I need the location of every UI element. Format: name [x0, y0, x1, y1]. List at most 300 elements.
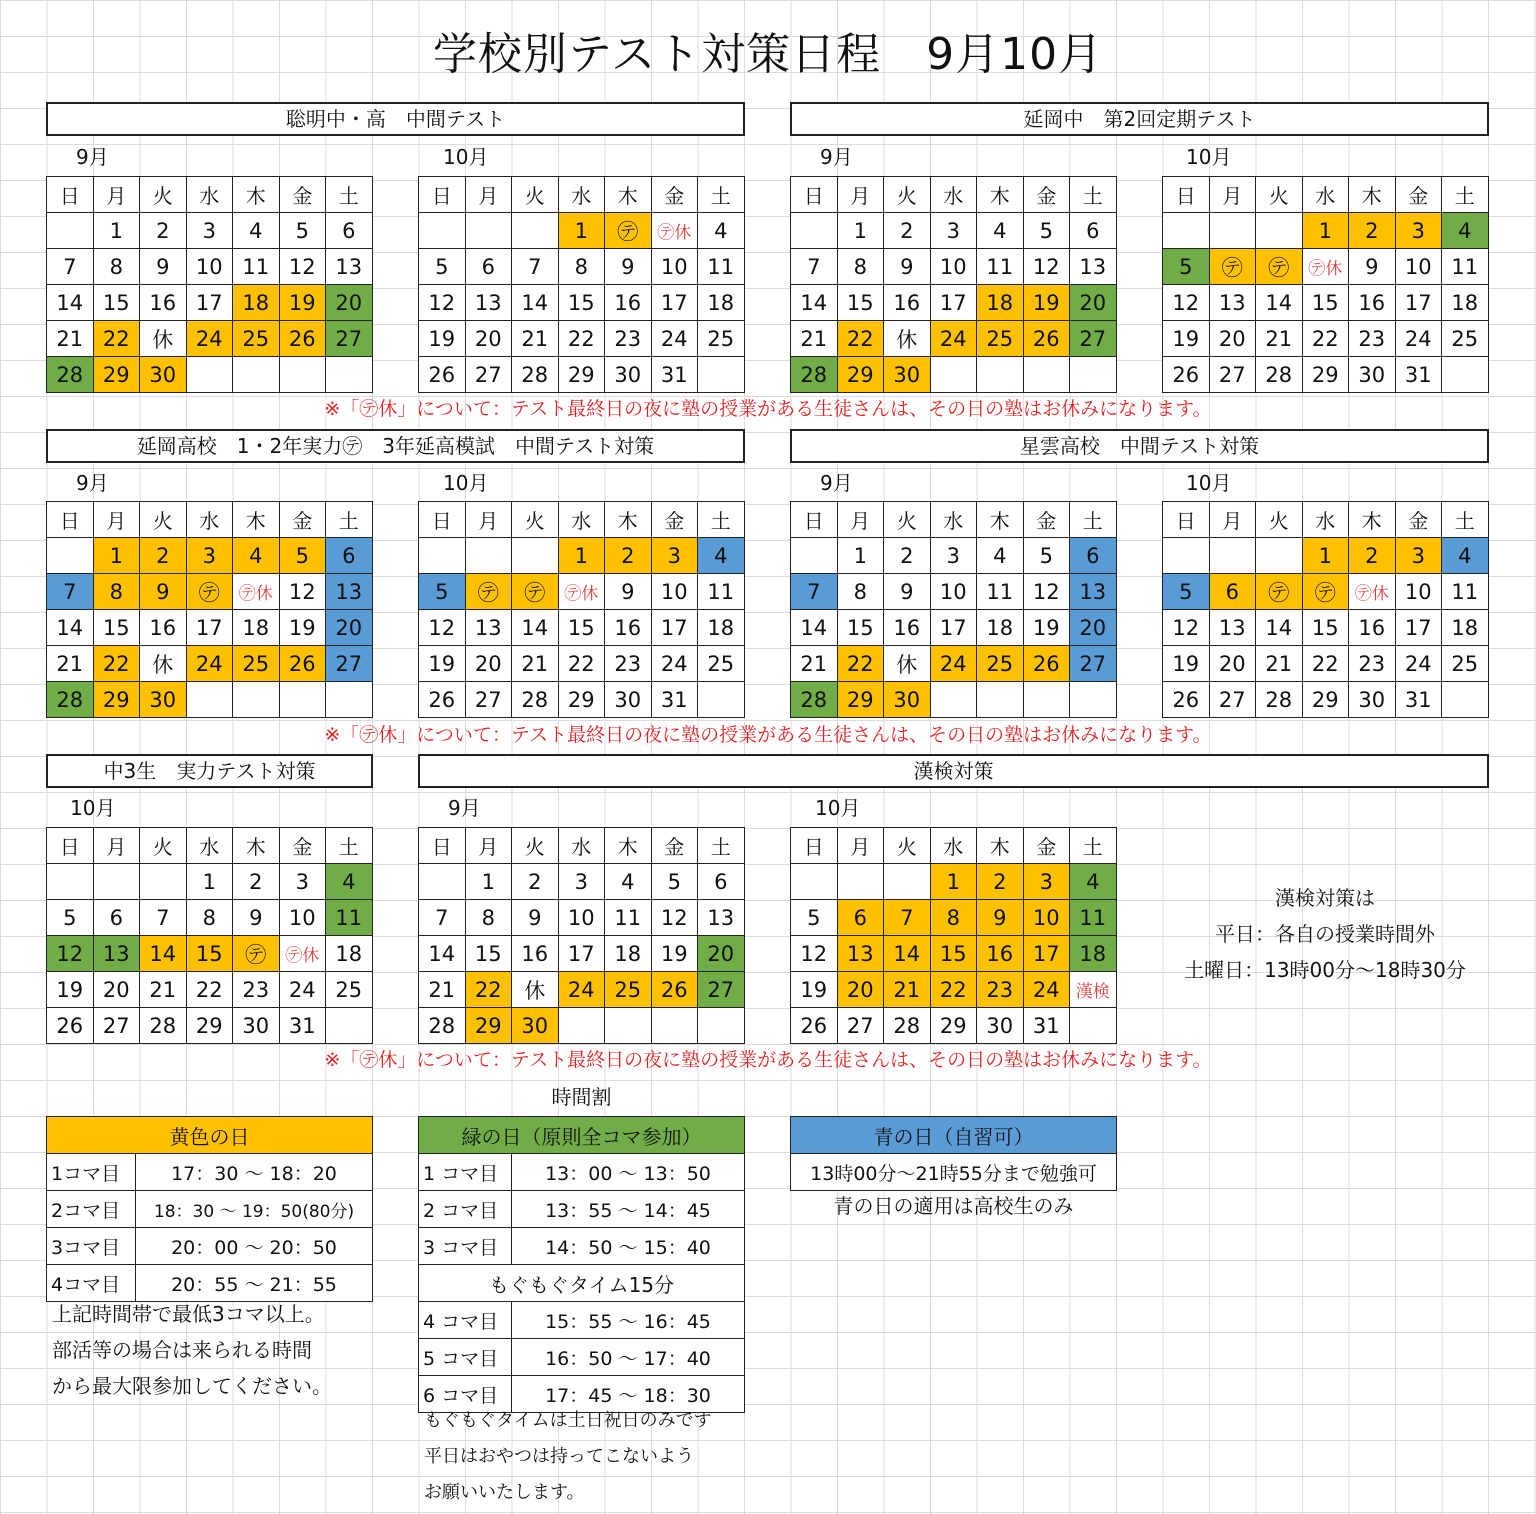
calendar-day-cell: 29 — [1302, 682, 1349, 718]
calendar-day-cell: 15 — [837, 285, 884, 321]
calendar-week-row — [47, 1008, 373, 1044]
calendar-week-row — [1163, 646, 1489, 682]
calendar-day-cell: 12 — [419, 610, 466, 646]
calendar-day-cell: 10 — [930, 574, 977, 610]
calendar-day-cell: 29 — [837, 682, 884, 718]
calendar-day-cell: 3 — [186, 213, 233, 249]
month-label-oct: 10月 — [1186, 145, 1232, 169]
calendar-day-cell — [558, 1008, 605, 1044]
calendar-day-cell: 5 — [791, 900, 838, 936]
calendar-day-cell: 26 — [47, 1008, 94, 1044]
calendar-nobeoka-hs-sep — [46, 501, 373, 718]
calendar-day-cell: 24 — [186, 321, 233, 357]
calendar-day-cell: 24 — [1395, 646, 1442, 682]
calendar-day-cell: 4 — [233, 538, 280, 574]
calendar-day-cell: 27 — [1209, 357, 1256, 393]
calendar-day-cell: 16 — [605, 285, 652, 321]
calendar-week-row — [47, 864, 373, 900]
period-label: 2コマ目 — [47, 1191, 136, 1228]
calendar-day-cell — [512, 538, 559, 574]
calendar-day-cell — [1256, 213, 1303, 249]
month-label-sep: 9月 — [76, 145, 109, 169]
calendar-day-cell — [791, 213, 838, 249]
weekday-label: 火 — [884, 502, 931, 538]
calendar-day-cell: 8 — [837, 574, 884, 610]
calendar-day-cell: 15 — [93, 285, 140, 321]
calendar-week-row — [419, 900, 745, 936]
calendar-week-row — [419, 1008, 745, 1044]
calendar-day-cell — [512, 213, 559, 249]
calendar-seiun-sep — [790, 501, 1117, 718]
period-time: 15：55 ～ 16：45 — [512, 1302, 745, 1339]
calendar-day-cell: ㋢ — [233, 936, 280, 972]
calendar-day-cell: 28 — [47, 357, 94, 393]
calendar-day-cell: 27 — [93, 1008, 140, 1044]
calendar-day-cell: 15 — [186, 936, 233, 972]
calendar-day-cell: 17 — [930, 285, 977, 321]
weekday-label: 水 — [1302, 502, 1349, 538]
calendar-day-cell: 28 — [47, 682, 94, 718]
calendar-week-row — [419, 321, 745, 357]
calendar-day-cell: 1 — [186, 864, 233, 900]
calendar-day-cell: 18 — [326, 936, 373, 972]
calendar-day-cell — [326, 682, 373, 718]
period-time: 20：00 ～ 20：50 — [136, 1228, 373, 1265]
calendar-day-cell: 26 — [279, 321, 326, 357]
calendar-week-row — [1163, 610, 1489, 646]
weekday-label: 日 — [419, 177, 466, 213]
calendar-day-cell: ㋢休 — [558, 574, 605, 610]
calendar-day-cell: 21 — [140, 972, 187, 1008]
calendar-day-cell: 4 — [605, 864, 652, 900]
weekday-label: 日 — [47, 177, 94, 213]
calendar-day-cell: 14 — [884, 936, 931, 972]
weekday-label: 火 — [512, 502, 559, 538]
calendar-day-cell: 26 — [1163, 357, 1210, 393]
calendar-day-cell: 3 — [1395, 213, 1442, 249]
calendar-day-cell: 2 — [512, 864, 559, 900]
weekday-header-row — [791, 828, 1117, 864]
calendar-day-cell: 28 — [791, 357, 838, 393]
calendar-day-cell — [698, 1008, 745, 1044]
calendar-day-cell: 24 — [1395, 321, 1442, 357]
calendar-day-cell — [791, 538, 838, 574]
calendar-day-cell: 16 — [977, 936, 1024, 972]
calendar-day-cell: 21 — [419, 972, 466, 1008]
calendar-day-cell: 10 — [651, 249, 698, 285]
weekday-label: 火 — [140, 502, 187, 538]
calendar-day-cell: 30 — [605, 682, 652, 718]
calendar-day-cell: 11 — [1442, 249, 1489, 285]
header-jh3: 中3生 実力テスト対策 — [46, 754, 373, 788]
weekday-label: 木 — [605, 828, 652, 864]
calendar-day-cell — [1070, 357, 1117, 393]
weekday-header-row — [419, 502, 745, 538]
calendar-day-cell: ㋢休 — [1302, 249, 1349, 285]
weekday-label: 土 — [326, 828, 373, 864]
calendar-day-cell: 15 — [837, 610, 884, 646]
calendar-day-cell: 9 — [140, 574, 187, 610]
calendar-day-cell: 20 — [326, 610, 373, 646]
weekday-label: 土 — [1070, 502, 1117, 538]
calendar-day-cell: 30 — [977, 1008, 1024, 1044]
calendar-day-cell: 25 — [326, 972, 373, 1008]
weekday-label: 木 — [977, 177, 1024, 213]
calendar-day-cell: ㋢休 — [233, 574, 280, 610]
calendar-day-cell — [977, 357, 1024, 393]
weekday-label: 月 — [837, 828, 884, 864]
weekday-label: 水 — [1302, 177, 1349, 213]
calendar-week-row — [1163, 357, 1489, 393]
calendar-day-cell: 23 — [233, 972, 280, 1008]
calendar-day-cell — [605, 1008, 652, 1044]
weekday-label: 日 — [47, 828, 94, 864]
calendar-day-cell: 1 — [93, 538, 140, 574]
weekday-header-row — [47, 502, 373, 538]
calendar-day-cell: 24 — [1023, 972, 1070, 1008]
calendar-day-cell: 29 — [930, 1008, 977, 1044]
calendar-day-cell: 9 — [140, 249, 187, 285]
calendar-week-row — [791, 1008, 1117, 1044]
calendar-day-cell: 14 — [791, 610, 838, 646]
calendar-day-cell: 13 — [1070, 574, 1117, 610]
calendar-day-cell: 30 — [140, 357, 187, 393]
calendar-day-cell — [1163, 538, 1210, 574]
yellow-note: から最大限参加してください。 — [52, 1374, 332, 1398]
month-label-oct: 10月 — [70, 796, 116, 820]
calendar-day-cell: 10 — [1023, 900, 1070, 936]
month-label-sep: 9月 — [448, 796, 481, 820]
calendar-day-cell: 13 — [837, 936, 884, 972]
calendar-day-cell: 9 — [512, 900, 559, 936]
calendar-week-row — [791, 321, 1117, 357]
period-label: 4コマ目 — [47, 1265, 136, 1302]
weekday-label: 金 — [651, 502, 698, 538]
weekday-label: 土 — [1070, 828, 1117, 864]
weekday-label: 水 — [558, 828, 605, 864]
weekday-label: 金 — [279, 502, 326, 538]
header-seiun: 星雲高校 中間テスト対策 — [790, 429, 1489, 463]
period-label: 1 コマ目 — [419, 1154, 512, 1191]
weekday-label: 土 — [698, 502, 745, 538]
calendar-day-cell: 21 — [791, 646, 838, 682]
calendar-day-cell: 11 — [605, 900, 652, 936]
calendar-day-cell: ㋢休 — [651, 213, 698, 249]
calendar-day-cell: 12 — [419, 285, 466, 321]
calendar-day-cell — [419, 864, 466, 900]
calendar-day-cell: 7 — [791, 249, 838, 285]
calendar-day-cell: 26 — [791, 1008, 838, 1044]
calendar-day-cell: 11 — [233, 249, 280, 285]
weekday-label: 日 — [419, 502, 466, 538]
calendar-day-cell: 5 — [1163, 249, 1210, 285]
calendar-day-cell: 14 — [791, 285, 838, 321]
calendar-day-cell: 30 — [233, 1008, 280, 1044]
calendar-day-cell: 22 — [186, 972, 233, 1008]
calendar-day-cell: 18 — [977, 285, 1024, 321]
calendar-day-cell: 31 — [1395, 357, 1442, 393]
weekday-header-row — [1163, 502, 1489, 538]
calendar-day-cell: 24 — [930, 646, 977, 682]
calendar-day-cell: 28 — [1256, 357, 1303, 393]
green-note: 平日はおやつは持ってこないよう — [424, 1446, 694, 1467]
calendar-day-cell: 16 — [884, 285, 931, 321]
calendar-week-row — [419, 249, 745, 285]
calendar-day-cell: 17 — [1395, 285, 1442, 321]
calendar-week-row — [791, 646, 1117, 682]
calendar-day-cell: 休 — [884, 321, 931, 357]
calendar-day-cell: 2 — [884, 213, 931, 249]
calendar-day-cell: 28 — [512, 682, 559, 718]
period-time: 14：50 ～ 15：40 — [512, 1228, 745, 1265]
calendar-week-row — [47, 682, 373, 718]
calendar-week-row — [419, 682, 745, 718]
calendar-week-row — [419, 646, 745, 682]
calendar-day-cell: 16 — [140, 285, 187, 321]
month-label-sep: 9月 — [820, 145, 853, 169]
calendar-day-cell: 18 — [1442, 610, 1489, 646]
calendar-day-cell: 26 — [1163, 682, 1210, 718]
calendar-day-cell: 22 — [1302, 321, 1349, 357]
blue-day-header: 青の日（自習可） — [791, 1117, 1117, 1154]
green-day-header: 緑の日（原則全コマ参加） — [419, 1117, 745, 1154]
calendar-day-cell: 19 — [1163, 646, 1210, 682]
calendar-day-cell: 20 — [1209, 321, 1256, 357]
calendar-day-cell: ㋢ — [1256, 574, 1303, 610]
calendar-day-cell: 17 — [1395, 610, 1442, 646]
calendar-day-cell: 14 — [140, 936, 187, 972]
kanken-info-weekday: 平日：各自の授業時間外 — [1215, 922, 1435, 946]
period-time: 18：30 ～ 19：50(80分) — [136, 1191, 373, 1228]
page-title: 学校別テスト対策日程 9月10月 — [432, 29, 1104, 80]
calendar-day-cell: 31 — [651, 682, 698, 718]
header-nobeoka-hs: 延岡高校 1・2年実力㋢ 3年延高模試 中間テスト対策 — [46, 429, 745, 463]
calendar-day-cell — [465, 213, 512, 249]
calendar-week-row — [47, 972, 373, 1008]
weekday-label: 木 — [605, 177, 652, 213]
calendar-day-cell: 7 — [884, 900, 931, 936]
weekday-label: 金 — [1395, 502, 1442, 538]
calendar-week-row — [419, 357, 745, 393]
calendar-week-row — [1163, 285, 1489, 321]
calendar-day-cell: 30 — [1349, 357, 1396, 393]
calendar-day-cell: 19 — [419, 321, 466, 357]
rest-note: ※「㋢休」について：テスト最終日の夜に塾の授業がある生徒さんは、その日の塾はお休みになります。 — [324, 398, 1212, 420]
period-label: 1コマ目 — [47, 1154, 136, 1191]
calendar-week-row — [47, 900, 373, 936]
calendar-day-cell: 11 — [698, 574, 745, 610]
calendar-day-cell: 14 — [1256, 285, 1303, 321]
calendar-day-cell: 4 — [1442, 213, 1489, 249]
calendar-day-cell: 16 — [1349, 285, 1396, 321]
calendar-day-cell — [233, 357, 280, 393]
weekday-label: 金 — [651, 828, 698, 864]
calendar-week-row — [419, 538, 745, 574]
calendar-day-cell: 8 — [930, 900, 977, 936]
weekday-label: 木 — [977, 502, 1024, 538]
calendar-day-cell — [837, 864, 884, 900]
calendar-day-cell: 27 — [837, 1008, 884, 1044]
calendar-day-cell: 16 — [1349, 610, 1396, 646]
calendar-day-cell: 27 — [698, 972, 745, 1008]
calendar-day-cell: 22 — [558, 646, 605, 682]
calendar-day-cell: 5 — [279, 213, 326, 249]
weekday-label: 金 — [1395, 177, 1442, 213]
calendar-day-cell: 25 — [977, 646, 1024, 682]
calendar-day-cell: 1 — [930, 864, 977, 900]
calendar-day-cell: ㋢ — [512, 574, 559, 610]
calendar-day-cell: 21 — [1256, 321, 1303, 357]
calendar-day-cell: ㋢休 — [1349, 574, 1396, 610]
calendar-day-cell: 13 — [326, 574, 373, 610]
calendar-day-cell: 休 — [140, 646, 187, 682]
calendar-week-row — [791, 357, 1117, 393]
calendar-day-cell: 3 — [1023, 864, 1070, 900]
calendar-nobeoka-jh-oct — [1162, 176, 1489, 393]
calendar-day-cell: 14 — [419, 936, 466, 972]
weekday-label: 木 — [233, 177, 280, 213]
weekday-label: 金 — [651, 177, 698, 213]
weekday-label: 水 — [930, 828, 977, 864]
calendar-day-cell: 2 — [977, 864, 1024, 900]
month-label-oct: 10月 — [443, 145, 489, 169]
calendar-day-cell: 7 — [419, 900, 466, 936]
calendar-day-cell: 2 — [1349, 538, 1396, 574]
calendar-day-cell: 25 — [698, 646, 745, 682]
yellow-day-table — [46, 1116, 373, 1302]
calendar-week-row — [791, 936, 1117, 972]
calendar-day-cell: 1 — [1302, 538, 1349, 574]
calendar-day-cell: 4 — [233, 213, 280, 249]
calendar-day-cell: 13 — [465, 610, 512, 646]
calendar-day-cell: 10 — [930, 249, 977, 285]
calendar-day-cell: 漢検 — [1070, 972, 1117, 1008]
month-label-oct: 10月 — [443, 471, 489, 495]
calendar-day-cell: 6 — [1070, 213, 1117, 249]
calendar-week-row — [47, 610, 373, 646]
calendar-day-cell: 12 — [1163, 610, 1210, 646]
calendar-day-cell: 17 — [651, 610, 698, 646]
calendar-day-cell: 1 — [558, 213, 605, 249]
month-label-sep: 9月 — [76, 471, 109, 495]
calendar-day-cell: ㋢ — [605, 213, 652, 249]
weekday-label: 土 — [326, 502, 373, 538]
calendar-day-cell — [465, 538, 512, 574]
calendar-day-cell: 28 — [512, 357, 559, 393]
calendar-day-cell: 26 — [651, 972, 698, 1008]
calendar-day-cell — [47, 538, 94, 574]
calendar-day-cell: 19 — [791, 972, 838, 1008]
calendar-day-cell: 3 — [651, 538, 698, 574]
calendar-jh3-oct — [46, 827, 373, 1044]
calendar-day-cell: 29 — [558, 357, 605, 393]
calendar-week-row — [791, 213, 1117, 249]
calendar-day-cell: 30 — [884, 682, 931, 718]
weekday-label: 土 — [326, 177, 373, 213]
calendar-day-cell — [1070, 682, 1117, 718]
calendar-day-cell: 20 — [93, 972, 140, 1008]
calendar-day-cell: 3 — [186, 538, 233, 574]
calendar-day-cell: 2 — [140, 213, 187, 249]
calendar-day-cell: 24 — [186, 646, 233, 682]
calendar-day-cell: 18 — [977, 610, 1024, 646]
calendar-week-row — [1163, 249, 1489, 285]
calendar-day-cell: 9 — [1349, 249, 1396, 285]
calendar-day-cell — [279, 357, 326, 393]
calendar-day-cell: 28 — [1256, 682, 1303, 718]
calendar-day-cell: 29 — [186, 1008, 233, 1044]
calendar-day-cell: 29 — [465, 1008, 512, 1044]
calendar-day-cell: 13 — [1209, 610, 1256, 646]
calendar-day-cell: 18 — [605, 936, 652, 972]
calendar-somei-oct — [418, 176, 745, 393]
calendar-day-cell — [1209, 538, 1256, 574]
calendar-week-row — [791, 610, 1117, 646]
calendar-day-cell: 25 — [1442, 646, 1489, 682]
calendar-day-cell: 4 — [1070, 864, 1117, 900]
calendar-day-cell: 11 — [326, 900, 373, 936]
calendar-week-row — [419, 864, 745, 900]
calendar-week-row — [791, 285, 1117, 321]
weekday-label: 木 — [233, 828, 280, 864]
weekday-header-row — [419, 828, 745, 864]
calendar-day-cell: 休 — [140, 321, 187, 357]
calendar-day-cell: 5 — [419, 574, 466, 610]
calendar-day-cell: 6 — [93, 900, 140, 936]
calendar-week-row — [791, 538, 1117, 574]
weekday-label: 日 — [791, 502, 838, 538]
weekday-header-row — [47, 177, 373, 213]
calendar-day-cell: 18 — [1070, 936, 1117, 972]
calendar-day-cell — [1070, 1008, 1117, 1044]
header-somei: 聡明中・高 中間テスト — [46, 102, 745, 136]
calendar-day-cell: 19 — [279, 610, 326, 646]
weekday-label: 火 — [884, 828, 931, 864]
calendar-day-cell: 20 — [1070, 610, 1117, 646]
calendar-day-cell: 6 — [326, 213, 373, 249]
calendar-day-cell: 29 — [1302, 357, 1349, 393]
calendar-week-row — [791, 972, 1117, 1008]
calendar-day-cell: 23 — [977, 972, 1024, 1008]
calendar-day-cell: ㋢ — [465, 574, 512, 610]
weekday-label: 金 — [1023, 177, 1070, 213]
calendar-day-cell — [1023, 357, 1070, 393]
calendar-day-cell: 25 — [698, 321, 745, 357]
weekday-label: 月 — [93, 828, 140, 864]
calendar-week-row — [419, 972, 745, 1008]
kanken-info-title: 漢検対策は — [1275, 886, 1375, 910]
calendar-day-cell: 12 — [1023, 249, 1070, 285]
calendar-day-cell: 22 — [558, 321, 605, 357]
calendar-day-cell: 21 — [512, 321, 559, 357]
calendar-day-cell: 22 — [93, 646, 140, 682]
rest-note: ※「㋢休」について：テスト最終日の夜に塾の授業がある生徒さんは、その日の塾はお休みになります。 — [324, 724, 1212, 746]
weekday-label: 月 — [837, 502, 884, 538]
green-note: お願いいたします。 — [424, 1482, 585, 1503]
calendar-day-cell: 16 — [140, 610, 187, 646]
calendar-day-cell: 11 — [977, 574, 1024, 610]
calendar-day-cell: 30 — [1349, 682, 1396, 718]
calendar-day-cell: 11 — [698, 249, 745, 285]
calendar-week-row — [1163, 213, 1489, 249]
calendar-day-cell: 17 — [1023, 936, 1070, 972]
calendar-day-cell: 12 — [47, 936, 94, 972]
calendar-day-cell: 20 — [837, 972, 884, 1008]
calendar-week-row — [1163, 321, 1489, 357]
calendar-day-cell: 27 — [326, 646, 373, 682]
rest-note: ※「㋢休」について：テスト最終日の夜に塾の授業がある生徒さんは、その日の塾はお休みになります。 — [324, 1049, 1212, 1071]
calendar-day-cell: 5 — [1163, 574, 1210, 610]
